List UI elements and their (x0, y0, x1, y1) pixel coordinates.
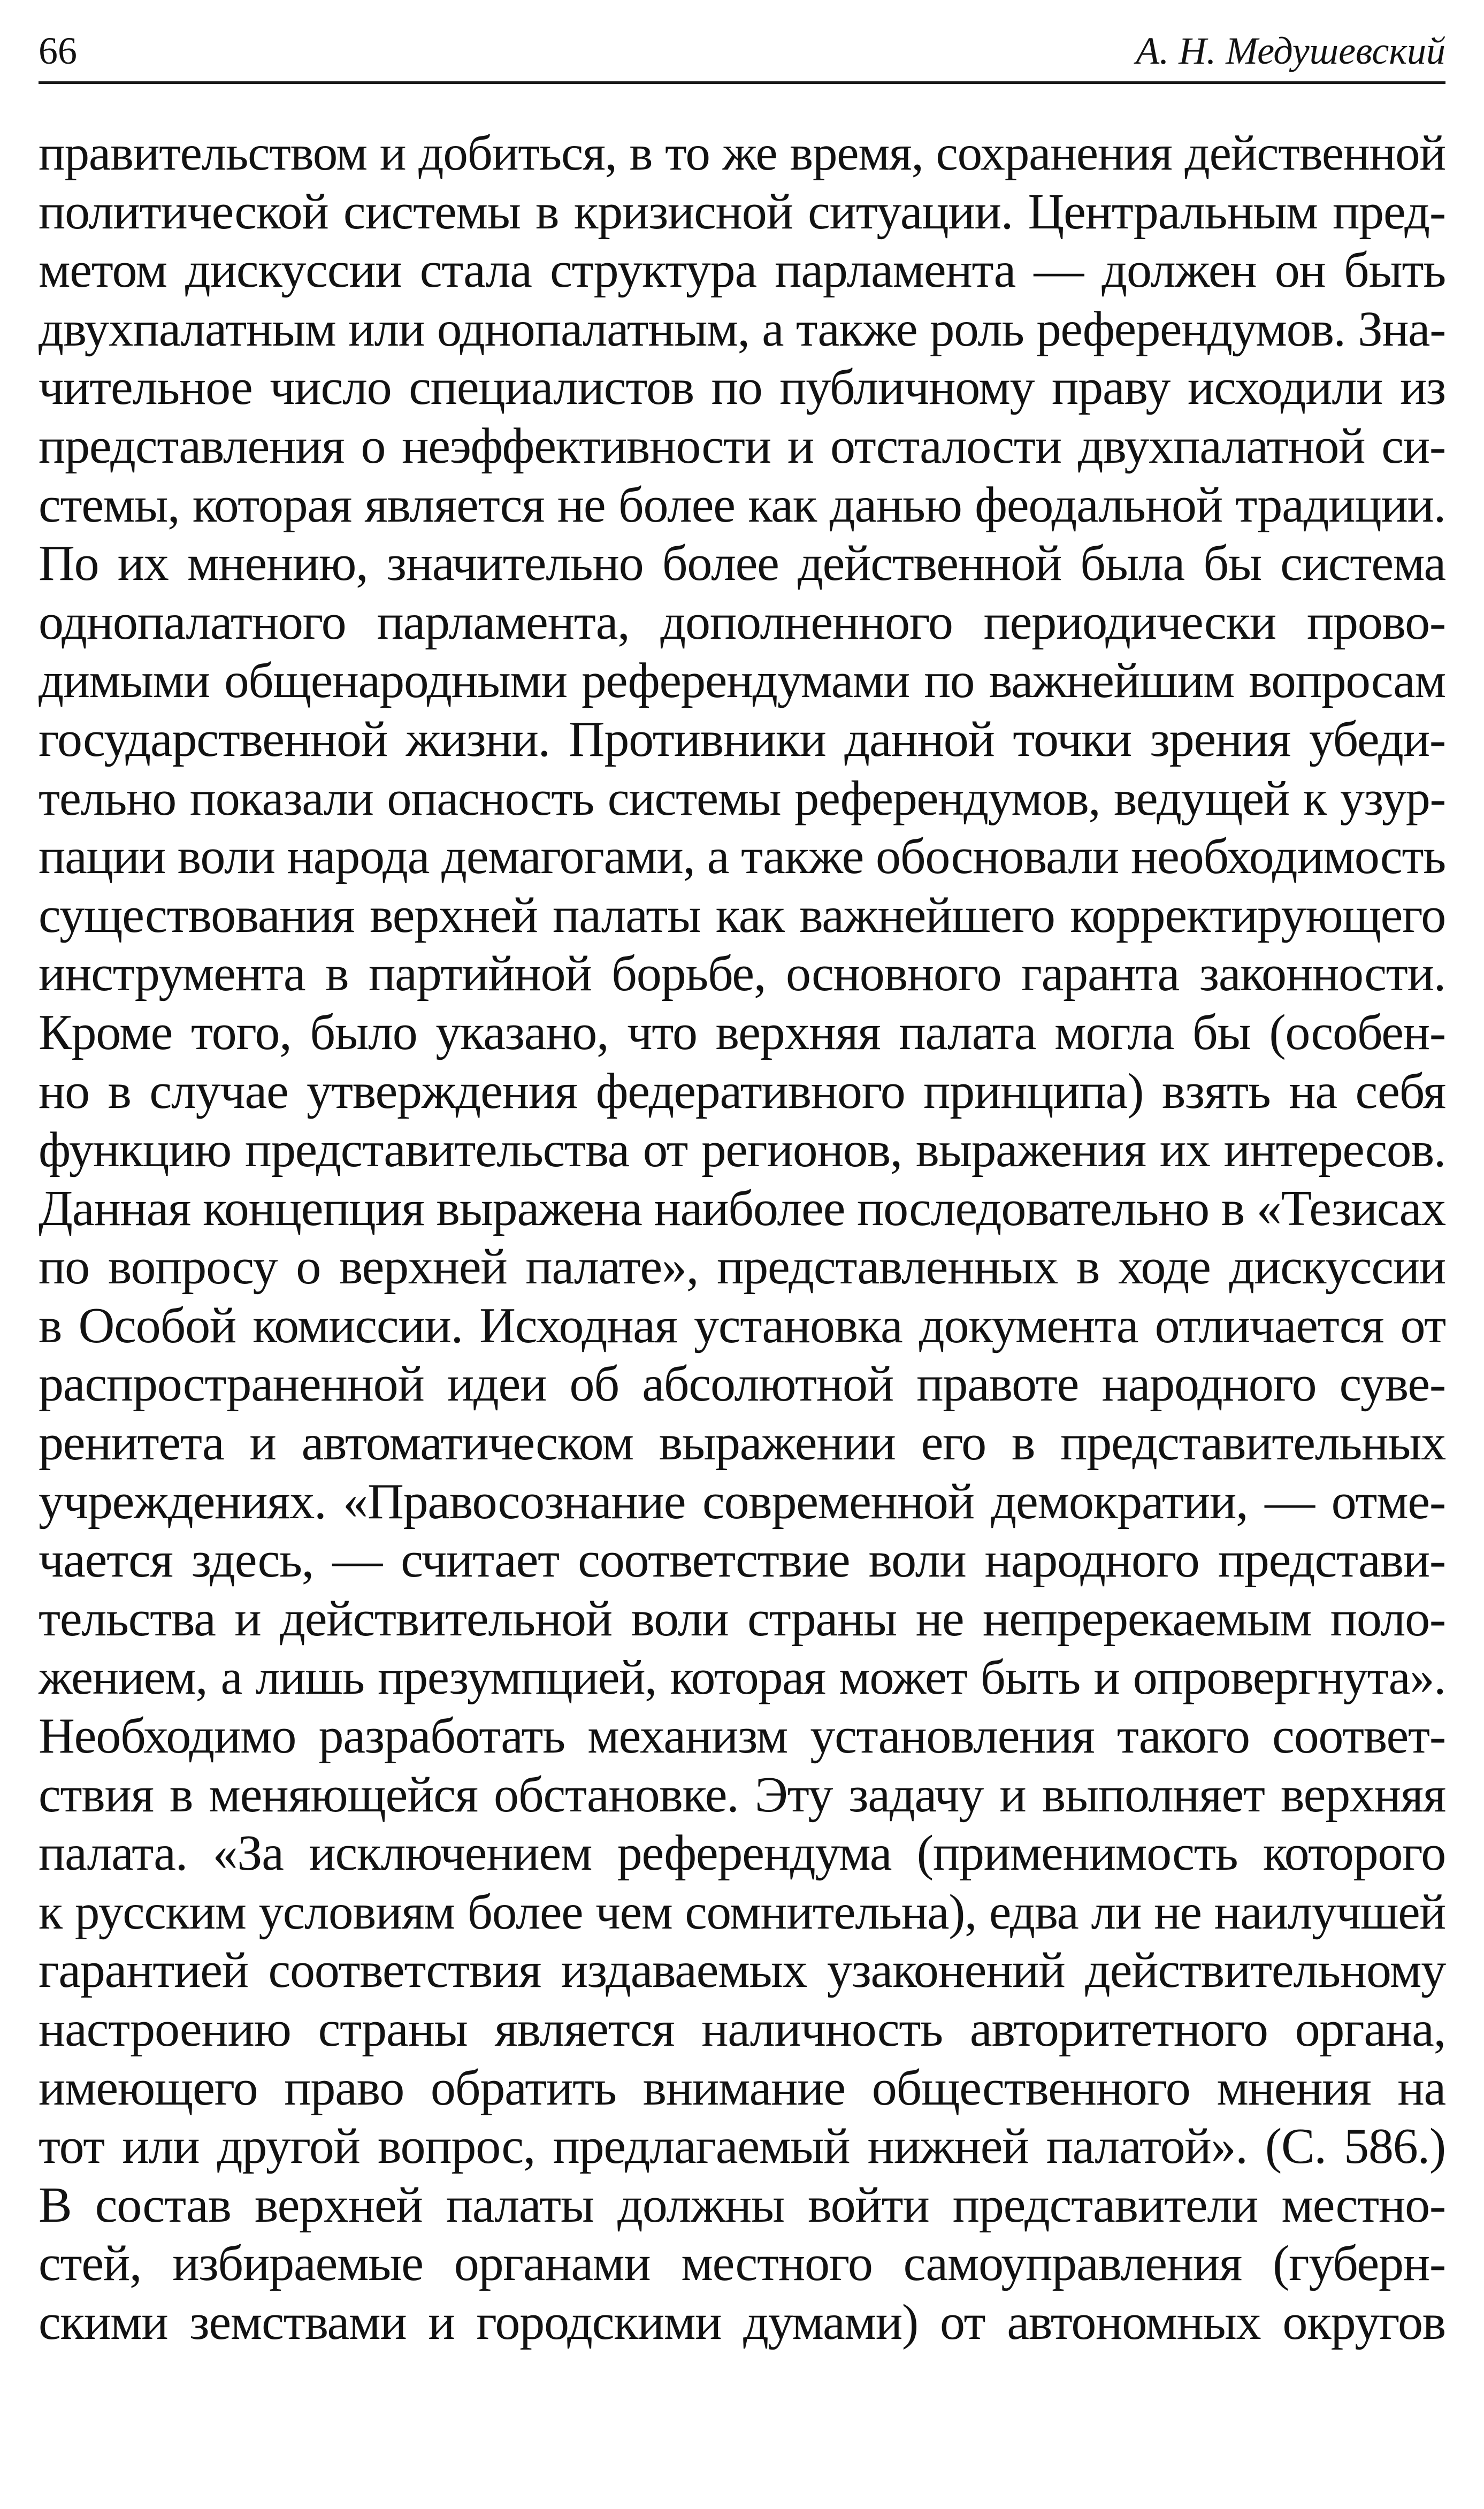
running-head-author: А. Н. Медушевский (1136, 29, 1445, 72)
text-line: представления о неэффективности и отсталости двухпалатной си- (39, 418, 1445, 474)
text-line: но в случае утверждения федеративного принципа) взять на себя (39, 1063, 1445, 1119)
text-line: инструмента в партийной борьбе, основного гаранта законности. (39, 946, 1445, 1002)
text-line: в Особой комиссии. Исходная установка документа отличается от (39, 1297, 1445, 1353)
body-text (39, 124, 1445, 2352)
text-line: метом дискуссии стала структура парламента — должен он быть (39, 242, 1445, 299)
text-line: к русским условиям более чем сомнительна), едва ли не наилучшей (39, 1884, 1445, 1940)
text-line: Необходимо разработать механизм установления такого соответ- (39, 1708, 1445, 1764)
text-line: по вопросу о верхней палате», представленных в ходе дискуссии (39, 1239, 1445, 1295)
text-line: жением, а лишь презумпцией, которая может быть и опровергнута». (39, 1650, 1445, 1705)
text-line: палата. «За исключением референдума (применимость которого (39, 1825, 1445, 1881)
text-line: димыми общенародными референдумами по важнейшим вопросам (39, 653, 1445, 709)
text-line: чается здесь, — считает соответствие воли народного представи- (39, 1532, 1445, 1588)
text-line: учреждениях. «Правосознание современной демократии, — отме- (39, 1473, 1445, 1529)
text-line: стей, избираемые органами местного самоуправления (губерн- (39, 2236, 1445, 2292)
text-line: имеющего право обратить внимание общественного мнения на (39, 2060, 1445, 2116)
text-line: Данная концепция выражена наиболее последовательно в «Тезисах (39, 1180, 1445, 1236)
text-line: чительное число специалистов по публичному праву исходили из (39, 359, 1445, 416)
text-line: пации воли народа демагогами, а также обосновали необходимость (39, 829, 1445, 885)
text-line: тельно показали опасность системы референдумов, ведущей к узур- (39, 770, 1445, 825)
text-line: двухпалатным или однопалатным, а также роль референдумов. Зна- (39, 301, 1445, 357)
text-line: функцию представительства от регионов, выражения их интересов. (39, 1122, 1445, 1178)
text-line: стемы, которая является не более как данью феодальной традиции. (39, 477, 1445, 533)
text-line: скими земствами и городскими думами) от автономных округов (39, 2294, 1445, 2350)
header-rule (39, 81, 1445, 84)
text-line: ренитета и автоматическом выражении его в представительных (39, 1415, 1445, 1471)
text-line: По их мнению, значительно более действенной была бы система (39, 536, 1445, 592)
text-line: ствия в меняющейся обстановке. Эту задачу и выполняет верхняя (39, 1766, 1445, 1823)
page-header (39, 21, 1445, 80)
text-line: В состав верхней палаты должны войти представители местно- (39, 2177, 1445, 2233)
text-line: настроению страны является наличность авторитетного органа, (39, 2001, 1445, 2057)
text-line: тельства и действительной воли страны не непререкаемым поло- (39, 1590, 1445, 1647)
text-line: политической системы в кризисной ситуации. Центральным пред- (39, 183, 1445, 240)
page-number: 66 (39, 29, 77, 72)
text-line: Кроме того, было указано, что верхняя палата могла бы (особен- (39, 1004, 1445, 1060)
text-line: существования верхней палаты как важнейшего корректирующего (39, 887, 1445, 943)
text-line: государственной жизни. Противники данной точки зрения убеди- (39, 711, 1445, 767)
text-line: гарантией соответствия издаваемых узаконений действительному (39, 1942, 1445, 1999)
text-line: распространенной идеи об абсолютной правоте народного суве- (39, 1356, 1445, 1412)
text-line: тот или другой вопрос, предлагаемый нижней палатой». (С. 586.) (39, 2118, 1445, 2175)
text-line: однопалатного парламента, дополненного периодически прово- (39, 594, 1445, 650)
text-line: правительством и добиться, в то же время, сохранения действенной (39, 126, 1445, 181)
